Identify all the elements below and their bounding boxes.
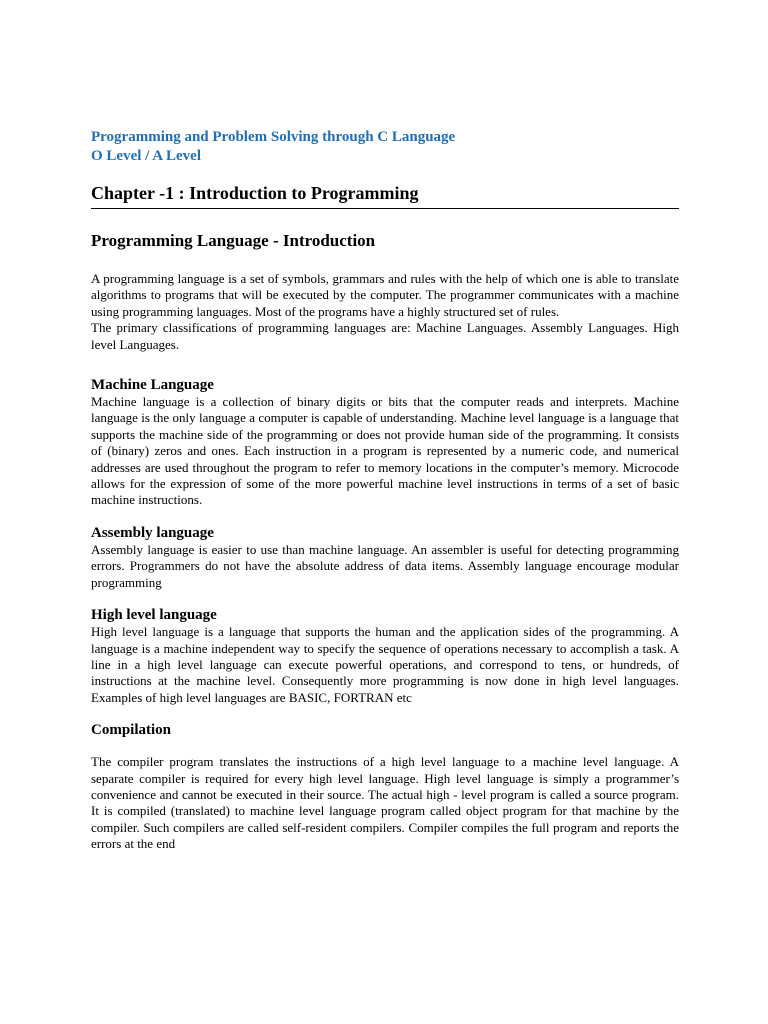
high-level-language-heading: High level language [91, 607, 217, 624]
machine-language-heading: Machine Language [91, 377, 214, 394]
high-level-language-body: High level language is a language that supports the human and the application sides of the programming. A language is a machine independent way to specify the sequence of operations necessary to accomplish a task. A line in a high level language can execute powerful operations, and correspond to tens, or hundreds, of instructions at the machine level. Consequently more programming is now done in high level languages. Examples of high level languages are BASIC, FORTRAN etc [91, 624, 679, 705]
compilation-body: The compiler program translates the instructions of a high level language to a machine level language. A separate compiler is required for every high level language. High level language is simply a programmer’s convenience and cannot be executed in their source. The actual high - level program is called a source program. It is compiled (translated) to machine level language program called object program for that machine by the compiler. Such compilers are called self-resident compilers. Compiler compiles the full program and reports the errors at the end [91, 754, 679, 852]
assembly-language-heading: Assembly language [91, 524, 214, 541]
course-level: O Level / A Level [91, 148, 201, 164]
machine-language-body: Machine language is a collection of binary digits or bits that the computer reads and interprets. Machine language is the only language a computer is capable of understanding. Machine level language is a language that supports the machine side of the programming or does not provide human side of the programming. It consists of (binary) zeros and ones. Each instruction in a program is represented by a numeric code, and numerical addresses are used throughout the program to refer to memory locations in the computer’s memory. Microcode allows for the expression of some of the more powerful machine level instructions in terms of a set of basic machine instructions. [91, 394, 679, 508]
course-title: Programming and Problem Solving through C Language [91, 129, 456, 145]
intro-paragraph-1: A programming language is a set of symbols, grammars and rules with the help of which one is able to translate algorithms to programs that will be executed by the computer. The programmer communicates with a machine using programming languages. Most of the programs have a highly structured set of rules. [91, 271, 679, 319]
compilation-heading: Compilation [91, 722, 172, 739]
chapter-title: Chapter -1 : Introduction to Programming [91, 182, 679, 209]
intro-paragraph-2: The primary classifications of programming languages are: Machine Languages. Assembly Languages. High level Languages. [91, 320, 679, 352]
main-heading: Programming Language - Introduction [91, 231, 376, 250]
assembly-language-body: Assembly language is easier to use than machine language. An assembler is useful for detecting programming errors. Programmers do not have the absolute address of data items. Assembly language encourage modular programming [91, 541, 679, 590]
document-page [91, 128, 679, 853]
